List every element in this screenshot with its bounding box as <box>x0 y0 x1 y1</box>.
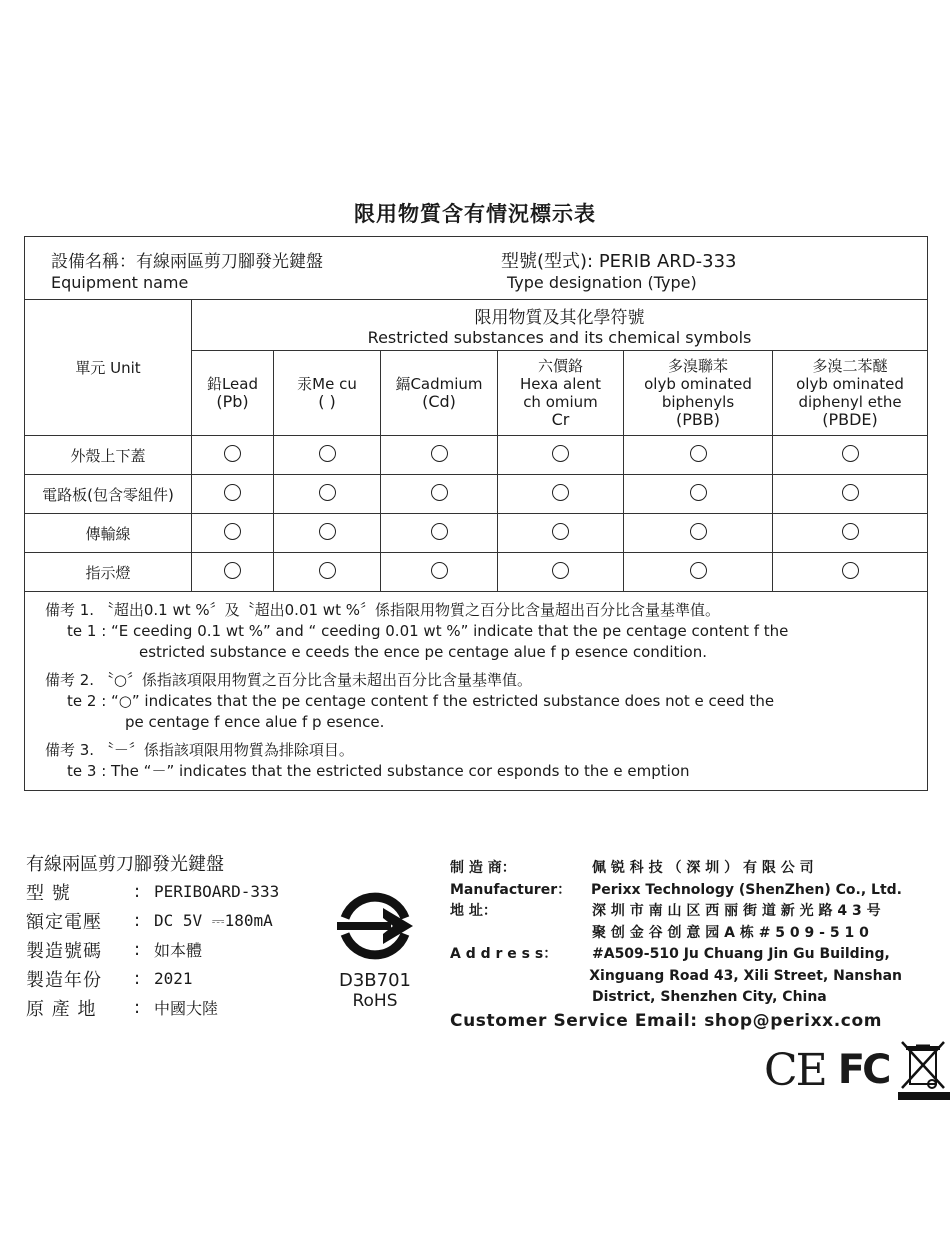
product-info <box>26 848 279 1022</box>
circle-mark <box>319 562 336 579</box>
mark-cell <box>274 553 381 592</box>
manufacturer-label <box>450 987 592 1009</box>
mark-cell <box>773 553 928 592</box>
ce-mark-icon: CE <box>764 1044 826 1096</box>
circle-mark <box>842 562 859 579</box>
substance-label: olyb ominated <box>644 375 752 393</box>
substance-label: 汞Me cu <box>297 375 357 393</box>
circle-mark <box>319 445 336 462</box>
circle-mark <box>842 523 859 540</box>
table-row <box>25 436 928 475</box>
mark-cell <box>624 436 773 475</box>
note-en: te 3 : The “－” indicates that the estricted substance cor esponds to the e emption <box>67 762 690 780</box>
field-colon: : <box>134 939 141 960</box>
manufacturer-row <box>450 944 902 966</box>
circle-mark <box>552 562 569 579</box>
manufacturer-row <box>450 923 902 945</box>
substance-label: 多溴二苯醚 <box>812 357 888 375</box>
rohs-label: RoHS <box>352 991 398 1011</box>
bsmi-logo-icon <box>333 888 417 964</box>
manufacturer-value: 佩 锐 科 技 （ 深 圳 ） 有 限 公 司 <box>592 860 814 876</box>
note-en: pe centage f ence alue f p esence. <box>125 713 385 731</box>
field-value: 2021 <box>154 969 193 988</box>
note-zh: 備考 2. 〝○〞係指該項限用物質之百分比含量未超出百分比含量基準值。 <box>45 671 532 689</box>
circle-mark <box>224 523 241 540</box>
unit-name: 外殼上下蓋 <box>25 436 192 475</box>
manufacturer-label: 地 址： <box>450 903 497 919</box>
circle-mark <box>690 484 707 501</box>
mark-cell <box>498 436 624 475</box>
substance-cadmium <box>381 351 498 436</box>
mark-cell <box>498 475 624 514</box>
substance-pbde <box>773 351 928 436</box>
manufacturer-value: #A509-510 Ju Chuang Jin Gu Building, <box>592 946 890 962</box>
mark-cell <box>773 475 928 514</box>
circle-mark <box>319 484 336 501</box>
bsmi-mark <box>330 888 420 1011</box>
mark-cell <box>274 475 381 514</box>
notes <box>25 592 928 791</box>
manufacturer-label: 制 造 商： <box>450 860 516 876</box>
substance-symbol: Cr <box>551 410 570 429</box>
mark-cell <box>624 553 773 592</box>
fcc-mark-icon: FC <box>837 1047 889 1093</box>
circle-mark <box>842 445 859 462</box>
mark-cell <box>773 436 928 475</box>
substance-label: ch omium <box>523 393 598 411</box>
note-2 <box>25 670 927 733</box>
substance-symbol: (Cd) <box>422 392 456 411</box>
field-value: DC 5V ⎓180mA <box>154 910 273 930</box>
unit-name: 指示燈 <box>25 553 192 592</box>
mark-cell <box>274 436 381 475</box>
mark-cell <box>192 514 274 553</box>
weee-bin-icon <box>896 1040 950 1100</box>
substance-label: olyb ominated <box>796 375 904 393</box>
circle-mark <box>224 484 241 501</box>
substance-label: 鎘Cadmium <box>395 375 483 393</box>
product-field <box>26 906 279 935</box>
field-key: 製造號碼 <box>26 940 102 962</box>
circle-mark <box>552 484 569 501</box>
circle-mark <box>431 484 448 501</box>
note-1 <box>25 600 927 663</box>
page-title: 限用物質含有情況標示表 <box>354 202 596 226</box>
circle-mark <box>319 523 336 540</box>
manufacturer-label: Manufacturer： <box>450 881 572 898</box>
type-designation-en: Type designation (Type) <box>507 273 697 292</box>
circle-mark <box>552 445 569 462</box>
manufacturer-value: District, Shenzhen City, China <box>592 989 827 1005</box>
manufacturer-value: 深 圳 市 南 山 区 西 丽 街 道 新 光 路 4 3 号 <box>592 903 881 919</box>
manufacturer-label: A d d r e s s： <box>450 946 558 962</box>
note-zh: 備考 3. 〝－〞係指該項限用物質為排除項目。 <box>45 741 354 759</box>
circle-mark <box>431 445 448 462</box>
manufacturer-row <box>450 858 902 880</box>
field-value: 中國大陸 <box>154 999 219 1018</box>
mark-cell <box>192 553 274 592</box>
manufacturer-row <box>450 966 902 988</box>
substance-pbb <box>624 351 773 436</box>
product-name: 有線兩區剪刀腳發光鍵盤 <box>26 853 224 875</box>
circle-mark <box>224 445 241 462</box>
mark-cell <box>498 553 624 592</box>
circle-mark <box>842 484 859 501</box>
circle-mark <box>690 523 707 540</box>
note-zh: 備考 1. 〝超出0.1 wt %〞及〝超出0.01 wt %〞係指限用物質之百分比含量超出百分比含量基準值。 <box>45 601 720 619</box>
restricted-header-zh: 限用物質及其化學符號 <box>474 308 645 328</box>
product-field <box>26 964 279 993</box>
certification-marks <box>764 1040 950 1100</box>
manufacturer-row <box>450 901 902 923</box>
unit-name: 傳輸線 <box>25 514 192 553</box>
type-designation-zh: 型號(型式): PERIB ARD-333 <box>501 251 737 272</box>
mark-cell <box>381 553 498 592</box>
mark-cell <box>498 514 624 553</box>
substance-label: diphenyl ethe <box>798 393 902 411</box>
field-value: PERIBOARD-333 <box>154 882 280 901</box>
table-row <box>25 553 928 592</box>
circle-mark <box>431 523 448 540</box>
substance-symbol: (PBDE) <box>822 410 878 429</box>
substance-label: 多溴聯苯 <box>667 357 728 375</box>
mark-cell <box>192 475 274 514</box>
manufacturer-value: Xinguang Road 43, Xili Street, Nanshan <box>589 967 902 984</box>
manufacturer-label <box>450 966 589 988</box>
field-key: 額定電壓 <box>26 911 102 933</box>
substance-symbol: ( ) <box>318 392 336 411</box>
product-field <box>26 935 279 964</box>
manufacturer-value: Perixx Technology (ShenZhen) Co., Ltd. <box>591 881 902 898</box>
restricted-substances-table <box>24 236 928 791</box>
table-row <box>25 475 928 514</box>
field-colon: : <box>134 997 141 1018</box>
manufacturer-row <box>450 880 902 902</box>
field-value: 如本體 <box>154 941 203 960</box>
circle-mark <box>552 523 569 540</box>
field-colon: : <box>134 910 141 931</box>
circle-mark <box>690 445 707 462</box>
manufacturer-value: 聚 创 金 谷 创 意 园 A 栋 # 5 0 9 - 5 1 0 <box>592 924 869 941</box>
mark-cell <box>381 514 498 553</box>
customer-service-email: Customer Service Email: shop@perixx.com <box>450 1010 883 1031</box>
mark-cell <box>381 475 498 514</box>
field-key: 型 號 <box>26 882 71 904</box>
mark-cell <box>274 514 381 553</box>
circle-mark <box>690 562 707 579</box>
product-field <box>26 877 279 906</box>
mark-cell <box>192 436 274 475</box>
substance-label: biphenyls <box>661 393 735 411</box>
substance-lead <box>192 351 274 436</box>
equipment-name-zh: 設備名稱：有線兩區剪刀腳發光鍵盤 <box>51 252 323 272</box>
note-3 <box>25 740 927 782</box>
substance-chromium <box>498 351 624 436</box>
equipment-name-en: Equipment name <box>51 273 189 292</box>
field-colon: : <box>134 968 141 989</box>
unit-header: 單元 Unit <box>25 300 192 436</box>
manufacturer-row <box>450 987 902 1009</box>
mark-cell <box>773 514 928 553</box>
field-key: 原 產 地 <box>26 998 97 1020</box>
substance-label: 鉛Lead <box>206 375 259 393</box>
bsmi-code: D3B701 <box>338 970 412 991</box>
substance-symbol: (PBB) <box>675 410 721 429</box>
note-en: te 2 : “○” indicates that the pe centage content f the estricted substance does not e ceed the <box>67 692 775 710</box>
substance-label: Hexa alent <box>519 375 602 393</box>
restricted-header <box>192 300 928 351</box>
field-colon: : <box>134 881 141 902</box>
note-en: estricted substance e ceeds the ence pe centage alue f p esence condition. <box>139 643 707 661</box>
mark-cell <box>624 514 773 553</box>
unit-name: 電路板(包含零組件) <box>25 475 192 514</box>
mark-cell <box>381 436 498 475</box>
table-row <box>25 514 928 553</box>
circle-mark <box>431 562 448 579</box>
substance-symbol: (Pb) <box>216 392 249 411</box>
substance-mercury <box>274 351 381 436</box>
product-field <box>26 993 279 1022</box>
mark-cell <box>624 475 773 514</box>
equipment-info <box>25 237 928 300</box>
manufacturer-info <box>450 858 902 1031</box>
restricted-header-en: Restricted substances and its chemical symbols <box>367 328 752 347</box>
field-key: 製造年份 <box>26 969 102 991</box>
circle-mark <box>224 562 241 579</box>
note-en: te 1 : “E ceeding 0.1 wt %” and “ ceeding 0.01 wt %” indicate that the pe centage content f the <box>67 622 789 640</box>
manufacturer-label <box>450 923 592 945</box>
substance-label: 六價鉻 <box>537 357 583 375</box>
